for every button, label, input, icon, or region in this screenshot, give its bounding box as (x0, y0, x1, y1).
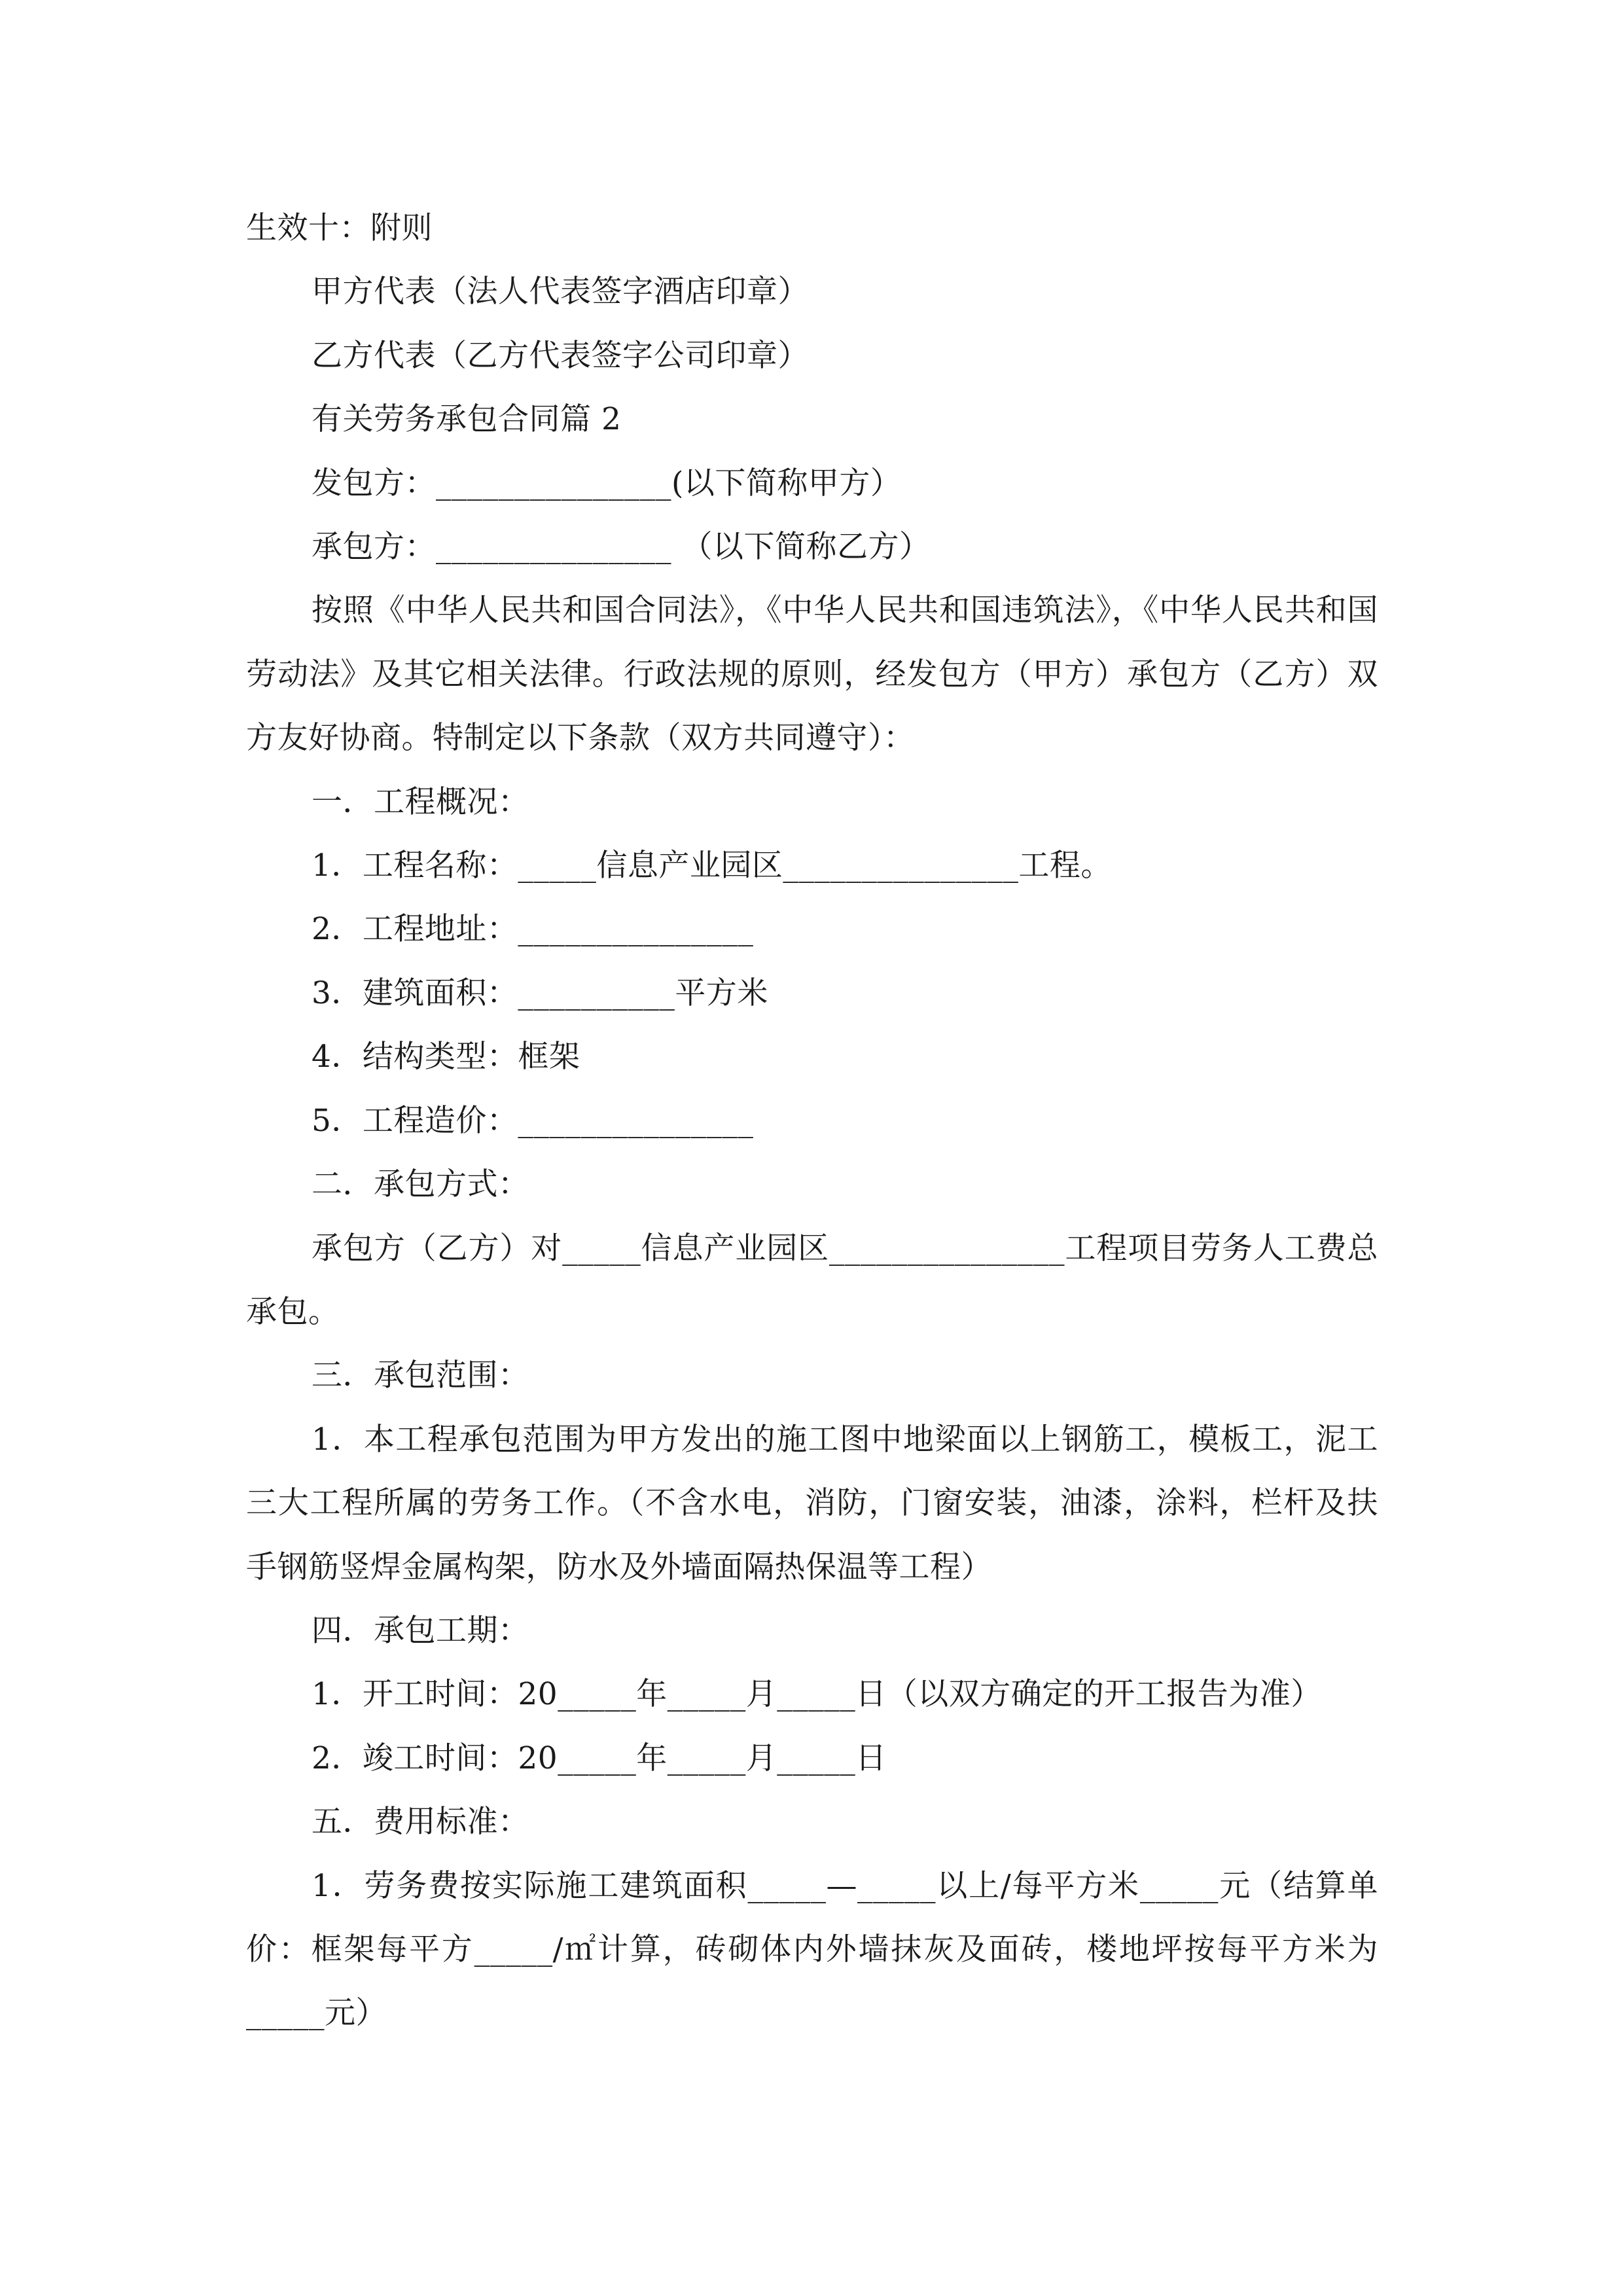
section-heading-contract-period: 四．承包工期： (312, 1612, 529, 1649)
contract-scope-paragraph: 1．本工程承包范围为甲方发出的施工图中地梁面以上钢筋工，模板工，泥工三大工程所属的劳务工作。（不含水电，消防，门窗安装，油漆，涂料，栏杆及扶手钢筋竖焊金属构架，防水及外墙面隔热保温等工程） (246, 1421, 1378, 1585)
employer-field: 发包方：_______________(以下简称甲方） (312, 465, 902, 501)
section-heading-fee-standard: 五．费用标准： (312, 1804, 529, 1840)
section-heading-project-overview: 一．工程概况： (312, 783, 529, 820)
project-cost-item: 5．工程造价：_______________ (312, 1102, 754, 1139)
preamble-paragraph: 按照《中华人民共和国合同法》，《中华人民共和国违筑法》，《中华人民共和国劳动法》及其它相关法律。行政法规的原则，经发包方（甲方）承包方（乙方）双方友好协商。特制定以下条款（双方共同遵守）： (246, 592, 1378, 757)
party-b-representative: 乙方代表（乙方代表签字公司印章） (312, 337, 809, 374)
start-date-item: 1．开工时间：20_____年_____月_____日（以双方确定的开工报告为准） (312, 1676, 1322, 1713)
section-heading-contract-method: 二．承包方式： (312, 1166, 529, 1203)
section-heading-contract-scope: 三．承包范围： (312, 1357, 529, 1394)
contractor-field: 承包方：_______________ （以下简称乙方） (312, 529, 931, 565)
structure-type-item: 4．结构类型：框架 (312, 1039, 580, 1075)
contract-method-paragraph: 承包方（乙方）对_____信息产业园区_______________工程项目劳务人工费总承包。 (246, 1230, 1378, 1330)
document-body (246, 196, 1378, 2045)
project-name-item: 1．工程名称：_____信息产业园区_______________工程。 (312, 848, 1112, 884)
completion-date-item: 2．竣工时间：20_____年_____月_____日 (312, 1740, 887, 1776)
project-address-item: 2．工程地址：_______________ (312, 911, 754, 948)
contract-title: 有关劳务承包合同篇 2 (312, 401, 622, 438)
fee-standard-paragraph: 1．劳务费按实际施工建筑面积_____—_____以上/每平方米_____元（结算单价：框架每平方_____/㎡计算，砖砌体内外墙抹灰及面砖，楼地坪按每平方米为_____元） (246, 1867, 1378, 2032)
section-heading-supplementary: 生效十：附则 (246, 210, 433, 246)
building-area-item: 3．建筑面积：__________平方米 (312, 975, 768, 1011)
party-a-representative: 甲方代表（法人代表签字酒店印章） (312, 274, 809, 310)
